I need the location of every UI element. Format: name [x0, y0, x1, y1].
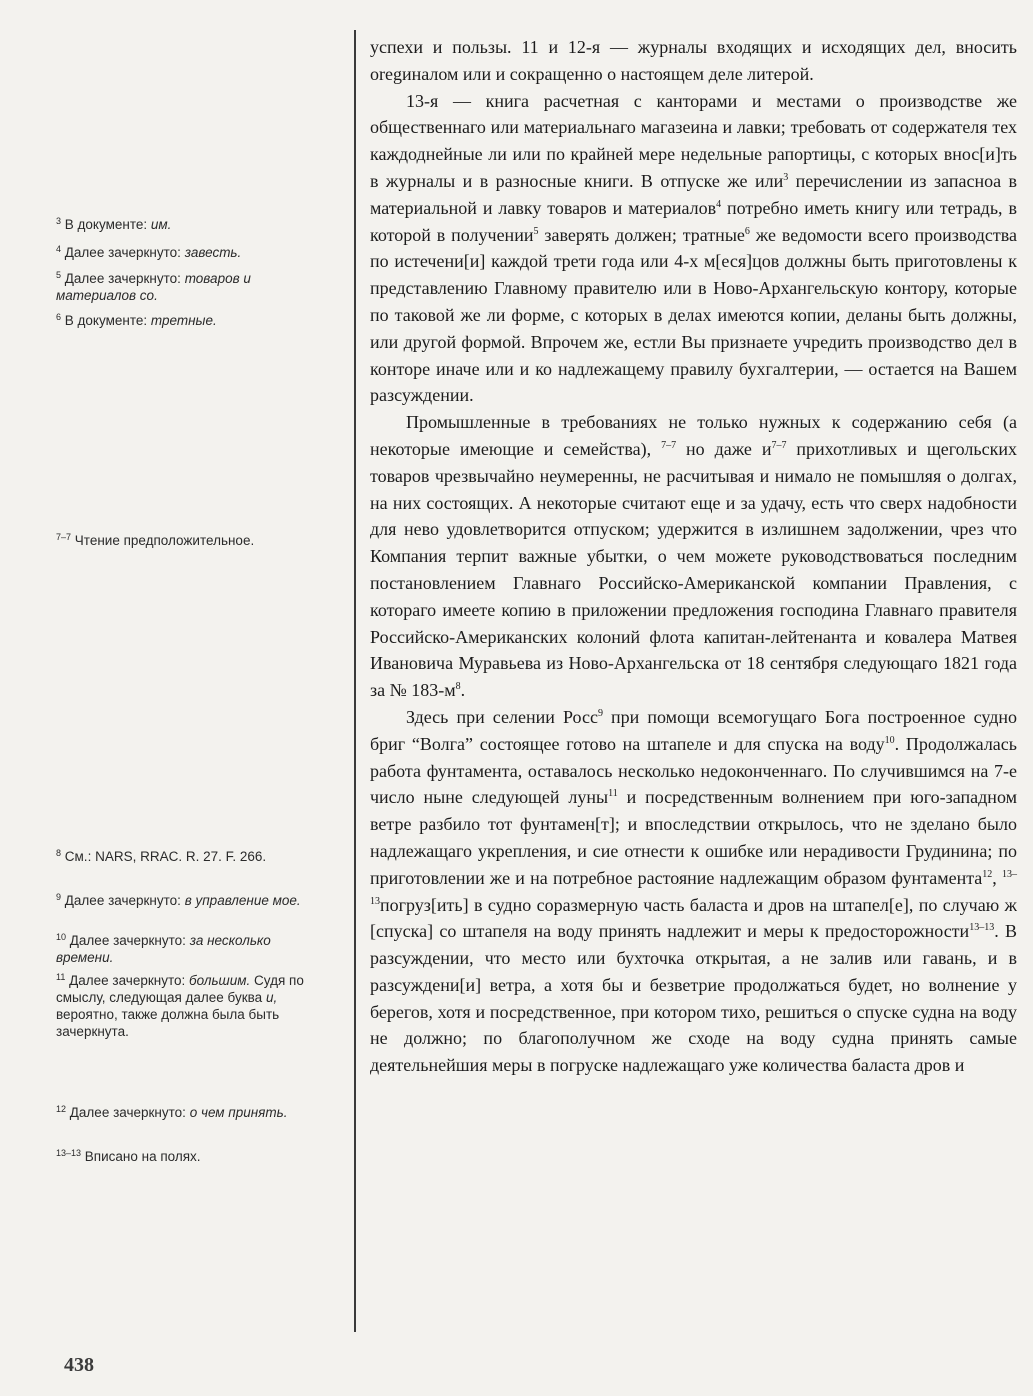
- paragraph-text: . В разсуждении, что место или бухточка открытая, а не залив или гавань, и в разсуждени[и] ветра, а хотя бы и безветрие продолжаться будет, но волнение у берегов, хотя и посредственное, при котором тихо, решиться о спуске судна на воду не должно; по благополучном же сходе на воду судна принять самые деятельнейшия меры в погруске надлежащаго уже количества баласта дров и: [370, 921, 1017, 1076]
- paragraph-text: 13-я — книга расчетная с канторами и местами о производстве же общественнаго или материальнаго магазеина и лавки; требовать от содержателя тех каждоднейные ли или по крайней мере недельные рапортицы, с которых внос[и]ть в журналы и в разносные книги. В отпуске же или: [370, 90, 1017, 191]
- footnote-mark: 5: [56, 270, 62, 280]
- footnote-5: [56, 270, 330, 304]
- footnote-3: [56, 216, 330, 233]
- paragraph-text: погруз[ить] в судно соразмерную часть баласта и дров на штапел[е], по случаю ж [спуска] со штапеля на воду принять надлежит и меры к предосторожности: [370, 894, 1017, 942]
- paragraph-4: [370, 704, 1017, 1079]
- footnote-term: и,: [265, 990, 278, 1005]
- footnote-term: товаров и материалов со.: [56, 271, 251, 303]
- footnote-12: [56, 1104, 330, 1121]
- footnote-mark: 11: [56, 972, 66, 982]
- paragraph-text: и посредственным волнением при юго-западном ветре разбило тот фунтамен[т]; и впоследствии открылось, что не зделано было надлежащаго укрепления, и сие отнести к ошибке или нерадивости Грудинина; по приготовлении же и на потребное растояние надлежащим образом фунтамента: [370, 787, 1017, 888]
- footnote-mark: 7–7: [56, 532, 72, 542]
- footnote-9: [56, 892, 330, 909]
- footnote-mark: 6: [56, 312, 62, 322]
- footnote-13: [56, 1148, 330, 1165]
- footnote-label: Вписано на полях.: [84, 1149, 201, 1164]
- paragraph-text: потребно иметь книгу или тетрадь, в которой в получении: [370, 197, 1017, 245]
- footnote-label: Далее зачеркнуто:: [64, 271, 181, 286]
- paragraph-text: Здесь при селении Росс: [406, 706, 598, 727]
- footnote-ref-4: 4: [716, 198, 722, 210]
- footnote-label: В документе:: [64, 313, 148, 328]
- footnote-label: Чтение предположительное.: [74, 533, 255, 548]
- paragraph-text: но даже и: [676, 438, 772, 459]
- footnote-mark: 4: [56, 244, 62, 254]
- footnote-10: [56, 932, 330, 966]
- paragraph-text: прихотливых и щегольских товаров чрезвычайно неумеренны, не расчитывая и нимало не помышляя о долгах, на них состоящих. А некоторые считают еще и за удачу, есть что сверх надобности для нево удовлетворится отпуском; удержится в излишнем задолжении, чрез что Компания терпит важные убытки, о чем можете руководствоваться последним постановлением Главнаго Российско-Американской компании Правления, с котораго имеете копию в приложении предложения господина Главнаго правителя Российско-Американских колоний флота капитан-лейтенанта и ковалера Матвея Ивановича Муравьева из Ново-Архангельска от 18 сентября следующаго 1821 года за № 183-м: [370, 438, 1017, 701]
- footnotes-column: [0, 0, 340, 1396]
- column-divider: [354, 30, 356, 1332]
- footnote-mark: 9: [56, 892, 62, 902]
- footnote-term: за несколько времени.: [56, 933, 271, 965]
- footnote-term: в управление мое.: [184, 893, 301, 908]
- footnote-term: завесть.: [184, 245, 242, 260]
- footnote-ref-12: 12: [982, 868, 993, 880]
- footnote-ref-7-start: 7–7: [661, 439, 677, 451]
- paragraph-text: Промышленные в требованиях не только нужных к содержанию себя (а некоторые имеющие и семейства),: [370, 412, 1017, 459]
- footnote-mark: 3: [56, 216, 62, 226]
- footnote-ref-6: 6: [744, 225, 750, 237]
- paragraph-2: [370, 88, 1017, 410]
- page-number: 438: [64, 1354, 94, 1376]
- footnote-term: им.: [150, 217, 172, 232]
- footnote-label: В документе:: [64, 217, 148, 232]
- footnote-8: [56, 848, 330, 865]
- footnote-6: [56, 312, 330, 329]
- footnote-11: [56, 972, 330, 1040]
- footnote-text: Судя по смыслу, следующая далее буква: [56, 973, 304, 1005]
- paragraph-text: же ведомости всего производства по истечени[и] каждой трети года или 4-х м[еся]цов должны быть приготовлены к представлению Главному правителю или в Ново-Архангельскую контору, которые по таковой же ли форме, с которых в делах имеются копии, деланы быть должны, или другой формой. Впрочем же, естли Вы признаете учредить производство дел в конторе иначе или и ко надлежащему правилу бухгалтерии, — остается на Вашем разсуждении.: [370, 224, 1017, 406]
- footnote-mark: 13–13: [56, 1148, 82, 1158]
- footnote-mark: 12: [56, 1104, 67, 1114]
- footnote-4: [56, 244, 330, 261]
- footnote-mark: 8: [56, 848, 62, 858]
- footnote-ref-9: 9: [597, 707, 603, 719]
- paragraph-text: заверять должен; тратные: [538, 224, 745, 245]
- footnote-ref-3: 3: [783, 171, 789, 183]
- footnote-7: [56, 532, 330, 549]
- footnote-ref-13-start: 13–13: [370, 868, 1017, 907]
- footnote-ref-5: 5: [533, 225, 539, 237]
- footnote-label: Далее зачеркнуто:: [69, 1105, 186, 1120]
- paragraph-text: успехи и пользы. 11 и 12-я — журналы входящих и исходящих дел, вносить оregиналом или и сокращенно о настоящем деле литерой.: [370, 37, 1017, 84]
- footnote-label: Далее зачеркнуто:: [69, 933, 186, 948]
- footnote-label: Далее зачеркнуто:: [69, 973, 186, 988]
- footnote-term: большим.: [189, 973, 251, 988]
- paragraph-text: . Продолжалась работа фунтамента, оставалось несколько недоконченнаго. По случившимся на 7-е число ныне следующей луны: [370, 733, 1017, 808]
- footnote-ref-7-end: 7–7: [771, 439, 787, 451]
- paragraph-text: перечислении из запасноа в материальной и лавку товаров и материалов: [370, 170, 1017, 218]
- paragraph-text: ,: [992, 867, 1002, 888]
- paragraph-1: [370, 34, 1017, 88]
- footnote-text: вероятно, также должна была быть зачеркнута.: [56, 1007, 280, 1039]
- footnote-ref-11: 11: [608, 788, 618, 800]
- paragraph-3: Промышленные в требованиях не только нужных к содержанию себя (а некоторые имеющие и семейства), $^{7-7}$ но даже $и^{7-7}$ прихотливых и щегольских товаров чрезвычайно неумеренны, не расчитывая и нимало не помышляя о долгах, на них состоящих. А некоторые считают еще и за удачу, есть что сверх надобности для нево удовлетворится отпуском; удержится в излишнем задолжении, чрез что Компания терпит важные убытки, о чем можете руководствоваться последним постановлением Главнаго Российско-Американской компании Правления, с котораго имеете копию в приложении предложения господина Главнаго правителя Российско-Американских колоний флота капитан-лейтенанта и ковалера Матвея Ивановича Муравьева из Ново-Архангельска от 18 сентября следующаго 1821 года за № $183-м^8$.: [370, 412, 1017, 701]
- footnote-ref-13-end: 13–13: [969, 922, 995, 934]
- footnote-term: третные.: [150, 313, 217, 328]
- footnote-label: Далее зачеркнуто:: [64, 893, 181, 908]
- footnote-mark: 10: [56, 932, 67, 942]
- footnote-ref-8: 8: [455, 681, 461, 693]
- main-text: [370, 34, 1017, 1079]
- footnote-ref-10: 10: [884, 734, 895, 746]
- paragraph-text: при помощи всемогущаго Бога построенное судно бриг “Волга” состоящее готово на штапеле и для спуска на воду: [370, 706, 1018, 754]
- footnote-term: о чем принять.: [189, 1105, 288, 1120]
- footnote-label: Далее зачеркнуто:: [64, 245, 181, 260]
- footnote-label: См.: NARS, RRAC. R. 27. F. 266.: [64, 849, 267, 864]
